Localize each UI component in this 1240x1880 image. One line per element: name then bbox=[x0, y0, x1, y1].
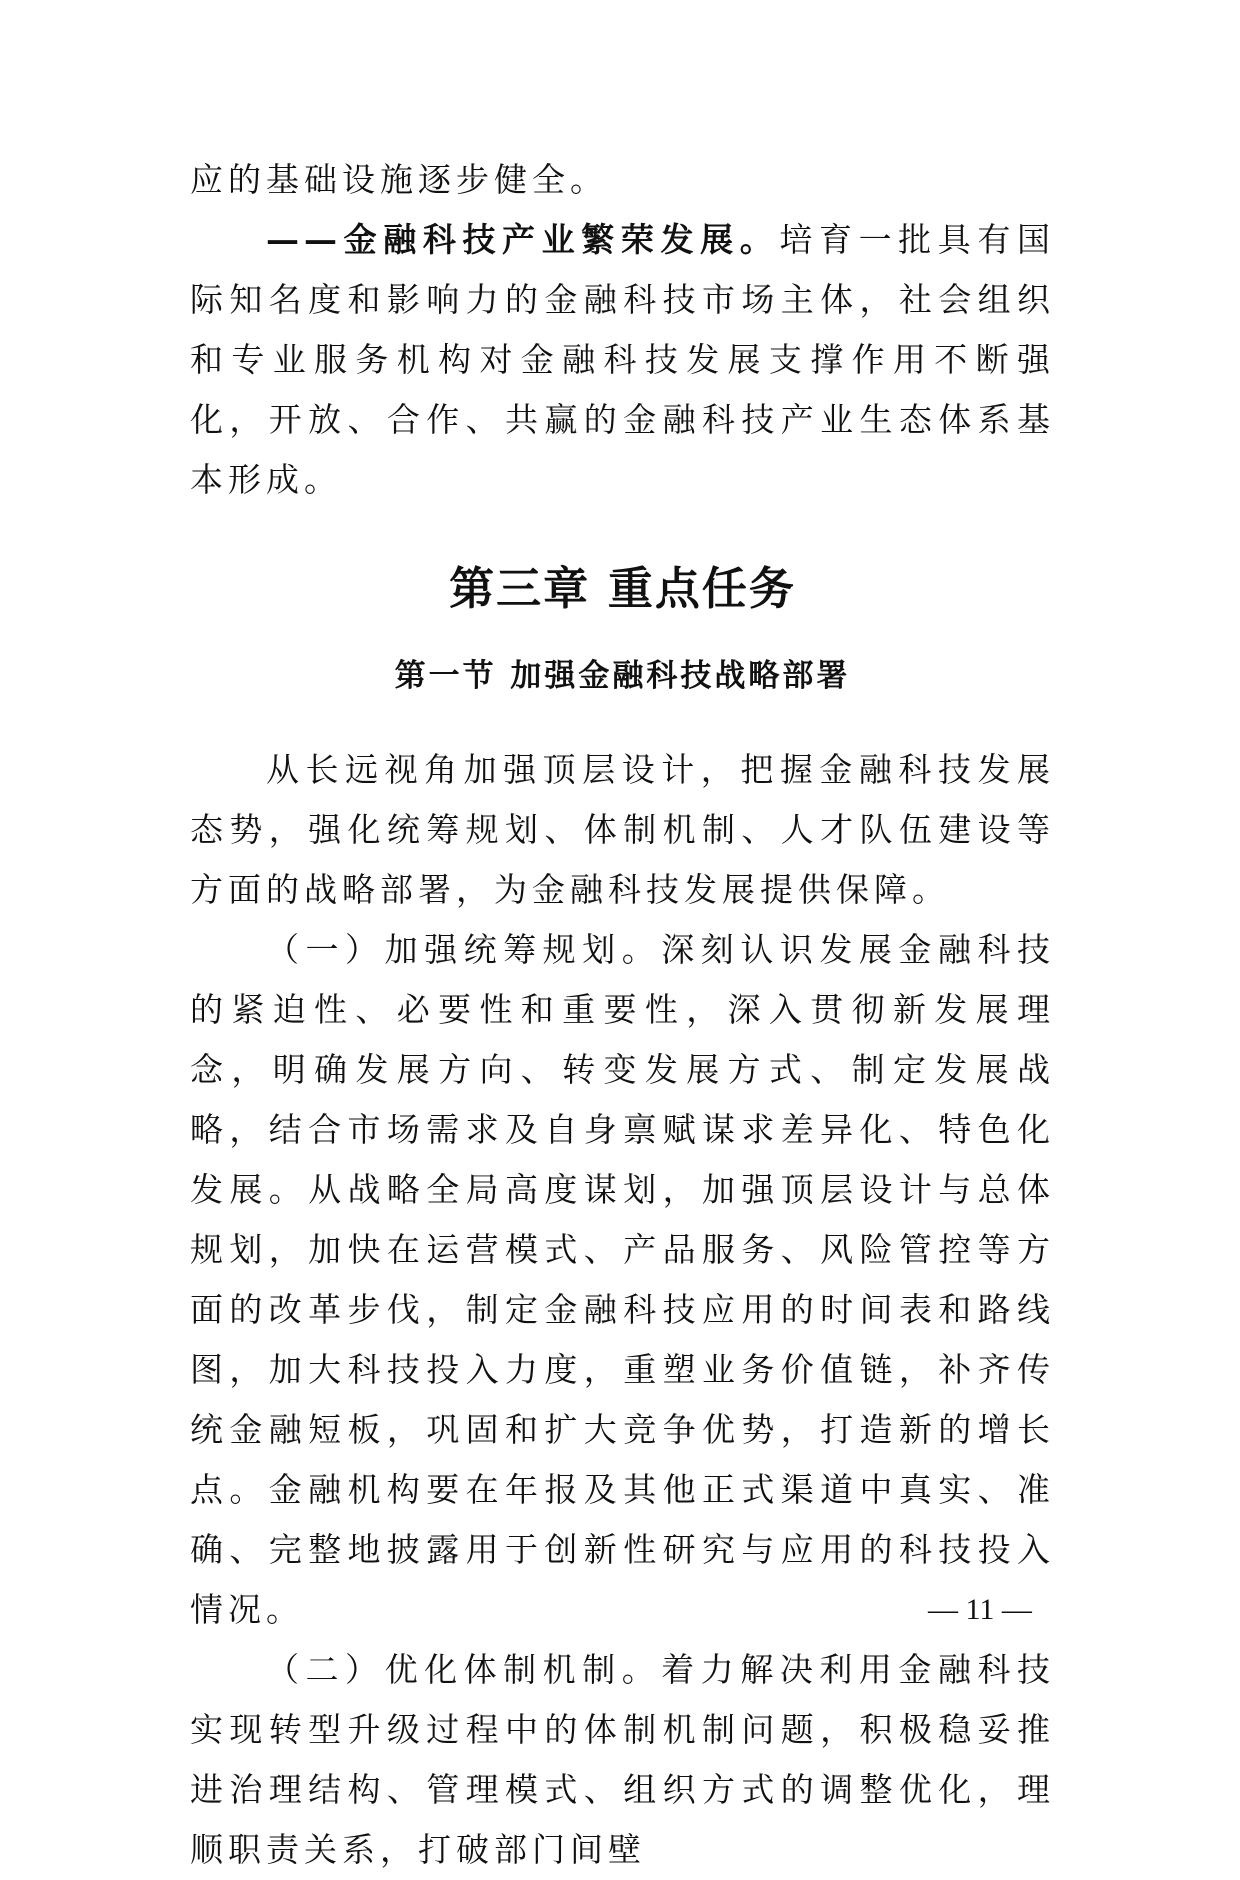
paragraph-lead-bold: ——金融科技产业繁荣发展。 bbox=[266, 220, 780, 259]
paragraph-text: 应的基础设施逐步健全。 bbox=[190, 160, 608, 199]
item-heading: （二）优化体制机制。 bbox=[266, 1650, 662, 1689]
paragraph-text: 深刻认识发展金融科技的紧迫性、必要性和重要性，深入贯彻新发展理念，明确发展方向、转变发展方式、制定发展战略，结合市场需求及自身禀赋谋求差异化、特色化发展。从战略全局高度谋划，加强顶层设计与总体规划，加快在运营模式、产品服务、风险管控等方面的改革步伐，制定金融科技应用的时间表和路线图，加大科技投入力度，重塑业务价值链，补齐传统金融短板，巩固和扩大竞争优势，打造新的增长点。金融机构要在年报及其他正式渠道中真实、准确、完整地披露用于创新性研究与应用的科技投入情况。 bbox=[190, 930, 1056, 1629]
paragraph-text: 从长远视角加强顶层设计，把握金融科技发展态势，强化统筹规划、体制机制、人才队伍建设等方面的战略部署，为金融科技发展提供保障。 bbox=[190, 750, 1055, 909]
paragraph-continued bbox=[190, 150, 1055, 210]
paragraph-fintech-industry bbox=[190, 210, 1055, 510]
paragraph-text: 着力解决利用金融科技实现转型升级过程中的体制机制问题，积极稳妥推进治理结构、管理模式、组织方式的调整优化，理顺职责关系，打破部门间壁 bbox=[190, 1650, 1056, 1869]
paragraph-text: 培育一批具有国际知名度和影响力的金融科技市场主体，社会组织和专业服务机构对金融科技发展支撑作用不断强化，开放、合作、共赢的金融科技产业生态体系基本形成。 bbox=[190, 220, 1056, 499]
paragraph-section-intro bbox=[190, 740, 1055, 920]
page-number: — 11 — bbox=[928, 1593, 1032, 1626]
paragraph-item-1 bbox=[190, 920, 1055, 1640]
chapter-title: 第三章 重点任务 bbox=[449, 562, 796, 615]
section-title: 第一节 加强金融科技战略部署 bbox=[394, 658, 851, 694]
item-heading: （一）加强统筹规划。 bbox=[266, 930, 662, 969]
paragraph-item-2 bbox=[190, 1640, 1055, 1880]
